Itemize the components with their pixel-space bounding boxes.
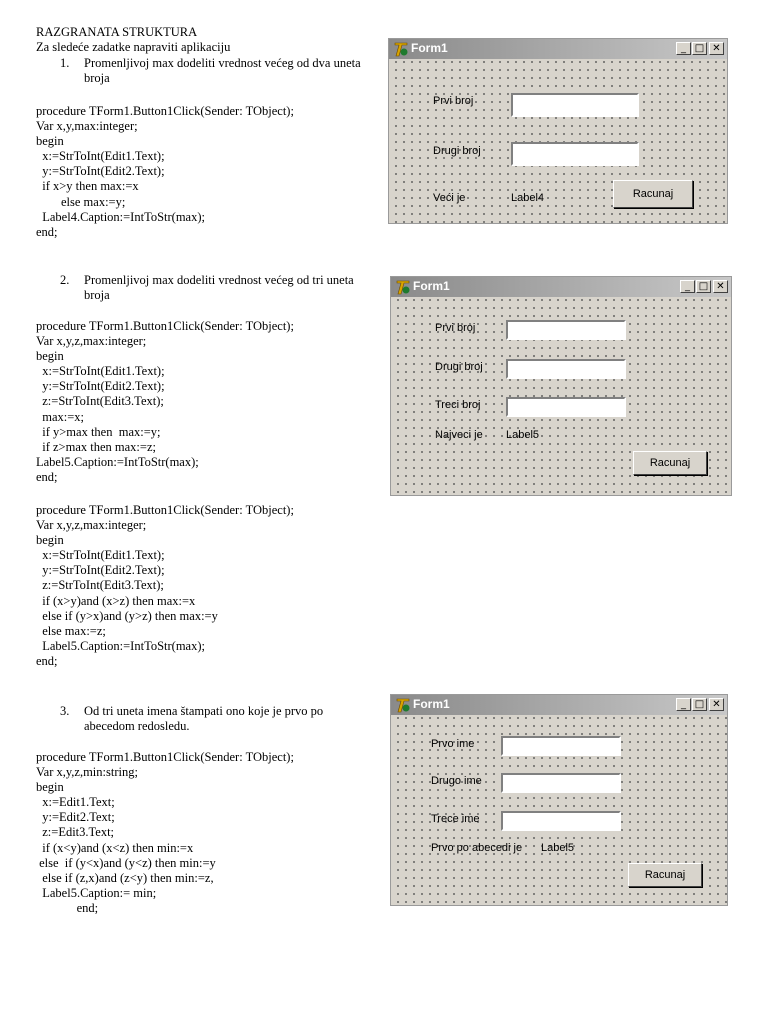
maximize-icon[interactable]: □ xyxy=(696,280,711,293)
code-line: begin xyxy=(36,780,64,795)
code-line: end; xyxy=(36,900,99,915)
code-line: Var x,y,z,min:string; xyxy=(36,765,138,780)
code-line: if x>y then max:=x xyxy=(36,179,139,194)
form-title: Form1 xyxy=(413,279,450,293)
code-line: begin xyxy=(36,134,64,149)
edit2-input[interactable] xyxy=(506,359,626,379)
label-prvi-broj: Prvi broj xyxy=(435,322,476,334)
code-line: procedure TForm1.Button1Click(Sender: TObject); xyxy=(36,503,294,517)
form-titlebar[interactable] xyxy=(389,39,727,59)
code-line: begin xyxy=(36,349,64,364)
task-1-number: 1. xyxy=(60,56,70,70)
minimize-icon[interactable]: _ xyxy=(676,698,691,711)
task-2-code xyxy=(36,319,294,485)
code-line: x:=StrToInt(Edit1.Text); xyxy=(36,149,165,164)
task-1-code xyxy=(36,104,294,240)
code-line: end; xyxy=(36,653,58,668)
code-line: end; xyxy=(36,469,58,484)
label-drugi-broj: Drugi broj xyxy=(433,145,481,157)
racunaj-button[interactable]: Racunaj xyxy=(633,451,707,475)
task-2-number: 2. xyxy=(60,273,70,287)
code-line: if y>max then max:=y; xyxy=(36,424,161,439)
code-line: if (x<y)and (x<z) then min:=x xyxy=(36,840,194,855)
code-line: max:=x; xyxy=(36,409,85,424)
label-treci-broj: Treci broj xyxy=(435,399,481,411)
edit1-input[interactable] xyxy=(511,93,639,117)
edit2-input[interactable] xyxy=(511,142,639,166)
close-icon[interactable]: ✕ xyxy=(713,280,728,293)
code-line: else max:=z; xyxy=(36,623,106,638)
code-line: x:=Edit1.Text; xyxy=(36,795,115,810)
maximize-icon[interactable]: □ xyxy=(692,698,707,711)
edit1-input[interactable] xyxy=(501,736,621,756)
code-line: else max:=y; xyxy=(36,194,126,209)
edit1-input[interactable] xyxy=(506,320,626,340)
label-veci-je: Veći je xyxy=(433,192,466,204)
form-titlebar[interactable] xyxy=(391,695,727,715)
code-line: x:=StrToInt(Edit1.Text); xyxy=(36,548,165,563)
code-line: procedure TForm1.Button1Click(Sender: TObject); xyxy=(36,104,294,118)
racunaj-button[interactable]: Racunaj xyxy=(628,863,702,887)
code-line: if z>max then max:=z; xyxy=(36,439,156,454)
form-titlebar[interactable] xyxy=(391,277,731,297)
edit3-input[interactable] xyxy=(501,811,621,831)
label-prvo-po-abecedi-je: Prvo po abecedi je xyxy=(431,842,523,854)
label-drugi-broj: Drugi broj xyxy=(435,361,483,373)
code-line: z:=StrToInt(Edit3.Text); xyxy=(36,394,164,409)
close-icon[interactable]: ✕ xyxy=(709,42,724,55)
maximize-icon[interactable]: □ xyxy=(692,42,707,55)
label-prvi-broj: Prvi broj xyxy=(433,95,474,107)
code-line: Label5.Caption:=IntToStr(max); xyxy=(36,638,205,653)
code-line: else if (z,x)and (z<y) then min:=z, xyxy=(36,870,214,885)
document-heading: RAZGRANATA STRUKTURA xyxy=(36,25,198,39)
minimize-icon[interactable]: _ xyxy=(676,42,691,55)
label5-output: Label5 xyxy=(506,429,540,441)
code-line: Var x,y,z,max:integer; xyxy=(36,518,147,533)
task-3-number: 3. xyxy=(60,704,70,718)
form1-window-task3 xyxy=(390,694,728,906)
code-line: y:=StrToInt(Edit2.Text); xyxy=(36,379,165,394)
code-line: else if (y<x)and (y<z) then min:=y xyxy=(36,855,216,870)
label5-output: Label5 xyxy=(541,842,575,854)
task-1-text: Promenljivoj max dodeliti vrednost većeg od dva uneta broja xyxy=(84,56,361,85)
code-line: Var x,y,z,max:integer; xyxy=(36,334,147,349)
form-title: Form1 xyxy=(411,41,448,55)
form1-window-task1 xyxy=(388,38,728,224)
code-line: else if (y>x)and (y>z) then max:=y xyxy=(36,608,218,623)
code-line: end; xyxy=(36,224,58,239)
task-3-text: Od tri uneta imena štampati ono koje je prvo po abecedom redosledu. xyxy=(84,704,324,733)
document-intro: Za sledeće zadatke napraviti aplikaciju xyxy=(36,40,231,54)
code-line: Label5.Caption:= min; xyxy=(36,885,157,900)
delphi-app-icon xyxy=(393,41,409,57)
edit2-input[interactable] xyxy=(501,773,621,793)
code-line: z:=Edit3.Text; xyxy=(36,825,115,840)
code-line: Var x,y,max:integer; xyxy=(36,119,138,134)
label-prvo-ime: Prvo ime xyxy=(431,738,475,750)
code-line: Label5.Caption:=IntToStr(max); xyxy=(36,454,199,469)
form-title: Form1 xyxy=(413,697,450,711)
form1-window-task2 xyxy=(390,276,732,496)
delphi-app-icon xyxy=(395,279,411,295)
label-najveci-je: Najveci je xyxy=(435,429,483,441)
label-trece-ime: Trece ime xyxy=(431,813,480,825)
code-line: y:=Edit2.Text; xyxy=(36,810,115,825)
racunaj-button[interactable]: Racunaj xyxy=(613,180,693,208)
delphi-app-icon xyxy=(395,697,411,713)
close-icon[interactable]: ✕ xyxy=(709,698,724,711)
label-drugo-ime: Drugo ime xyxy=(431,775,482,787)
edit3-input[interactable] xyxy=(506,397,626,417)
code-line: begin xyxy=(36,533,64,548)
code-line: procedure TForm1.Button1Click(Sender: TObject); xyxy=(36,750,294,764)
code-line: if (x>y)and (x>z) then max:=x xyxy=(36,593,196,608)
label4-output: Label4 xyxy=(511,192,545,204)
code-line: x:=StrToInt(Edit1.Text); xyxy=(36,364,165,379)
code-line: y:=StrToInt(Edit2.Text); xyxy=(36,563,165,578)
code-line: z:=StrToInt(Edit3.Text); xyxy=(36,578,164,593)
task-2-text: Promenljivoj max dodeliti vrednost većeg od tri uneta broja xyxy=(84,273,354,302)
task-3-code xyxy=(36,750,294,916)
task-2-code-alt xyxy=(36,503,294,669)
code-line: y:=StrToInt(Edit2.Text); xyxy=(36,164,165,179)
code-line: procedure TForm1.Button1Click(Sender: TObject); xyxy=(36,319,294,333)
minimize-icon[interactable]: _ xyxy=(680,280,695,293)
code-line: Label4.Caption:=IntToStr(max); xyxy=(36,209,205,224)
